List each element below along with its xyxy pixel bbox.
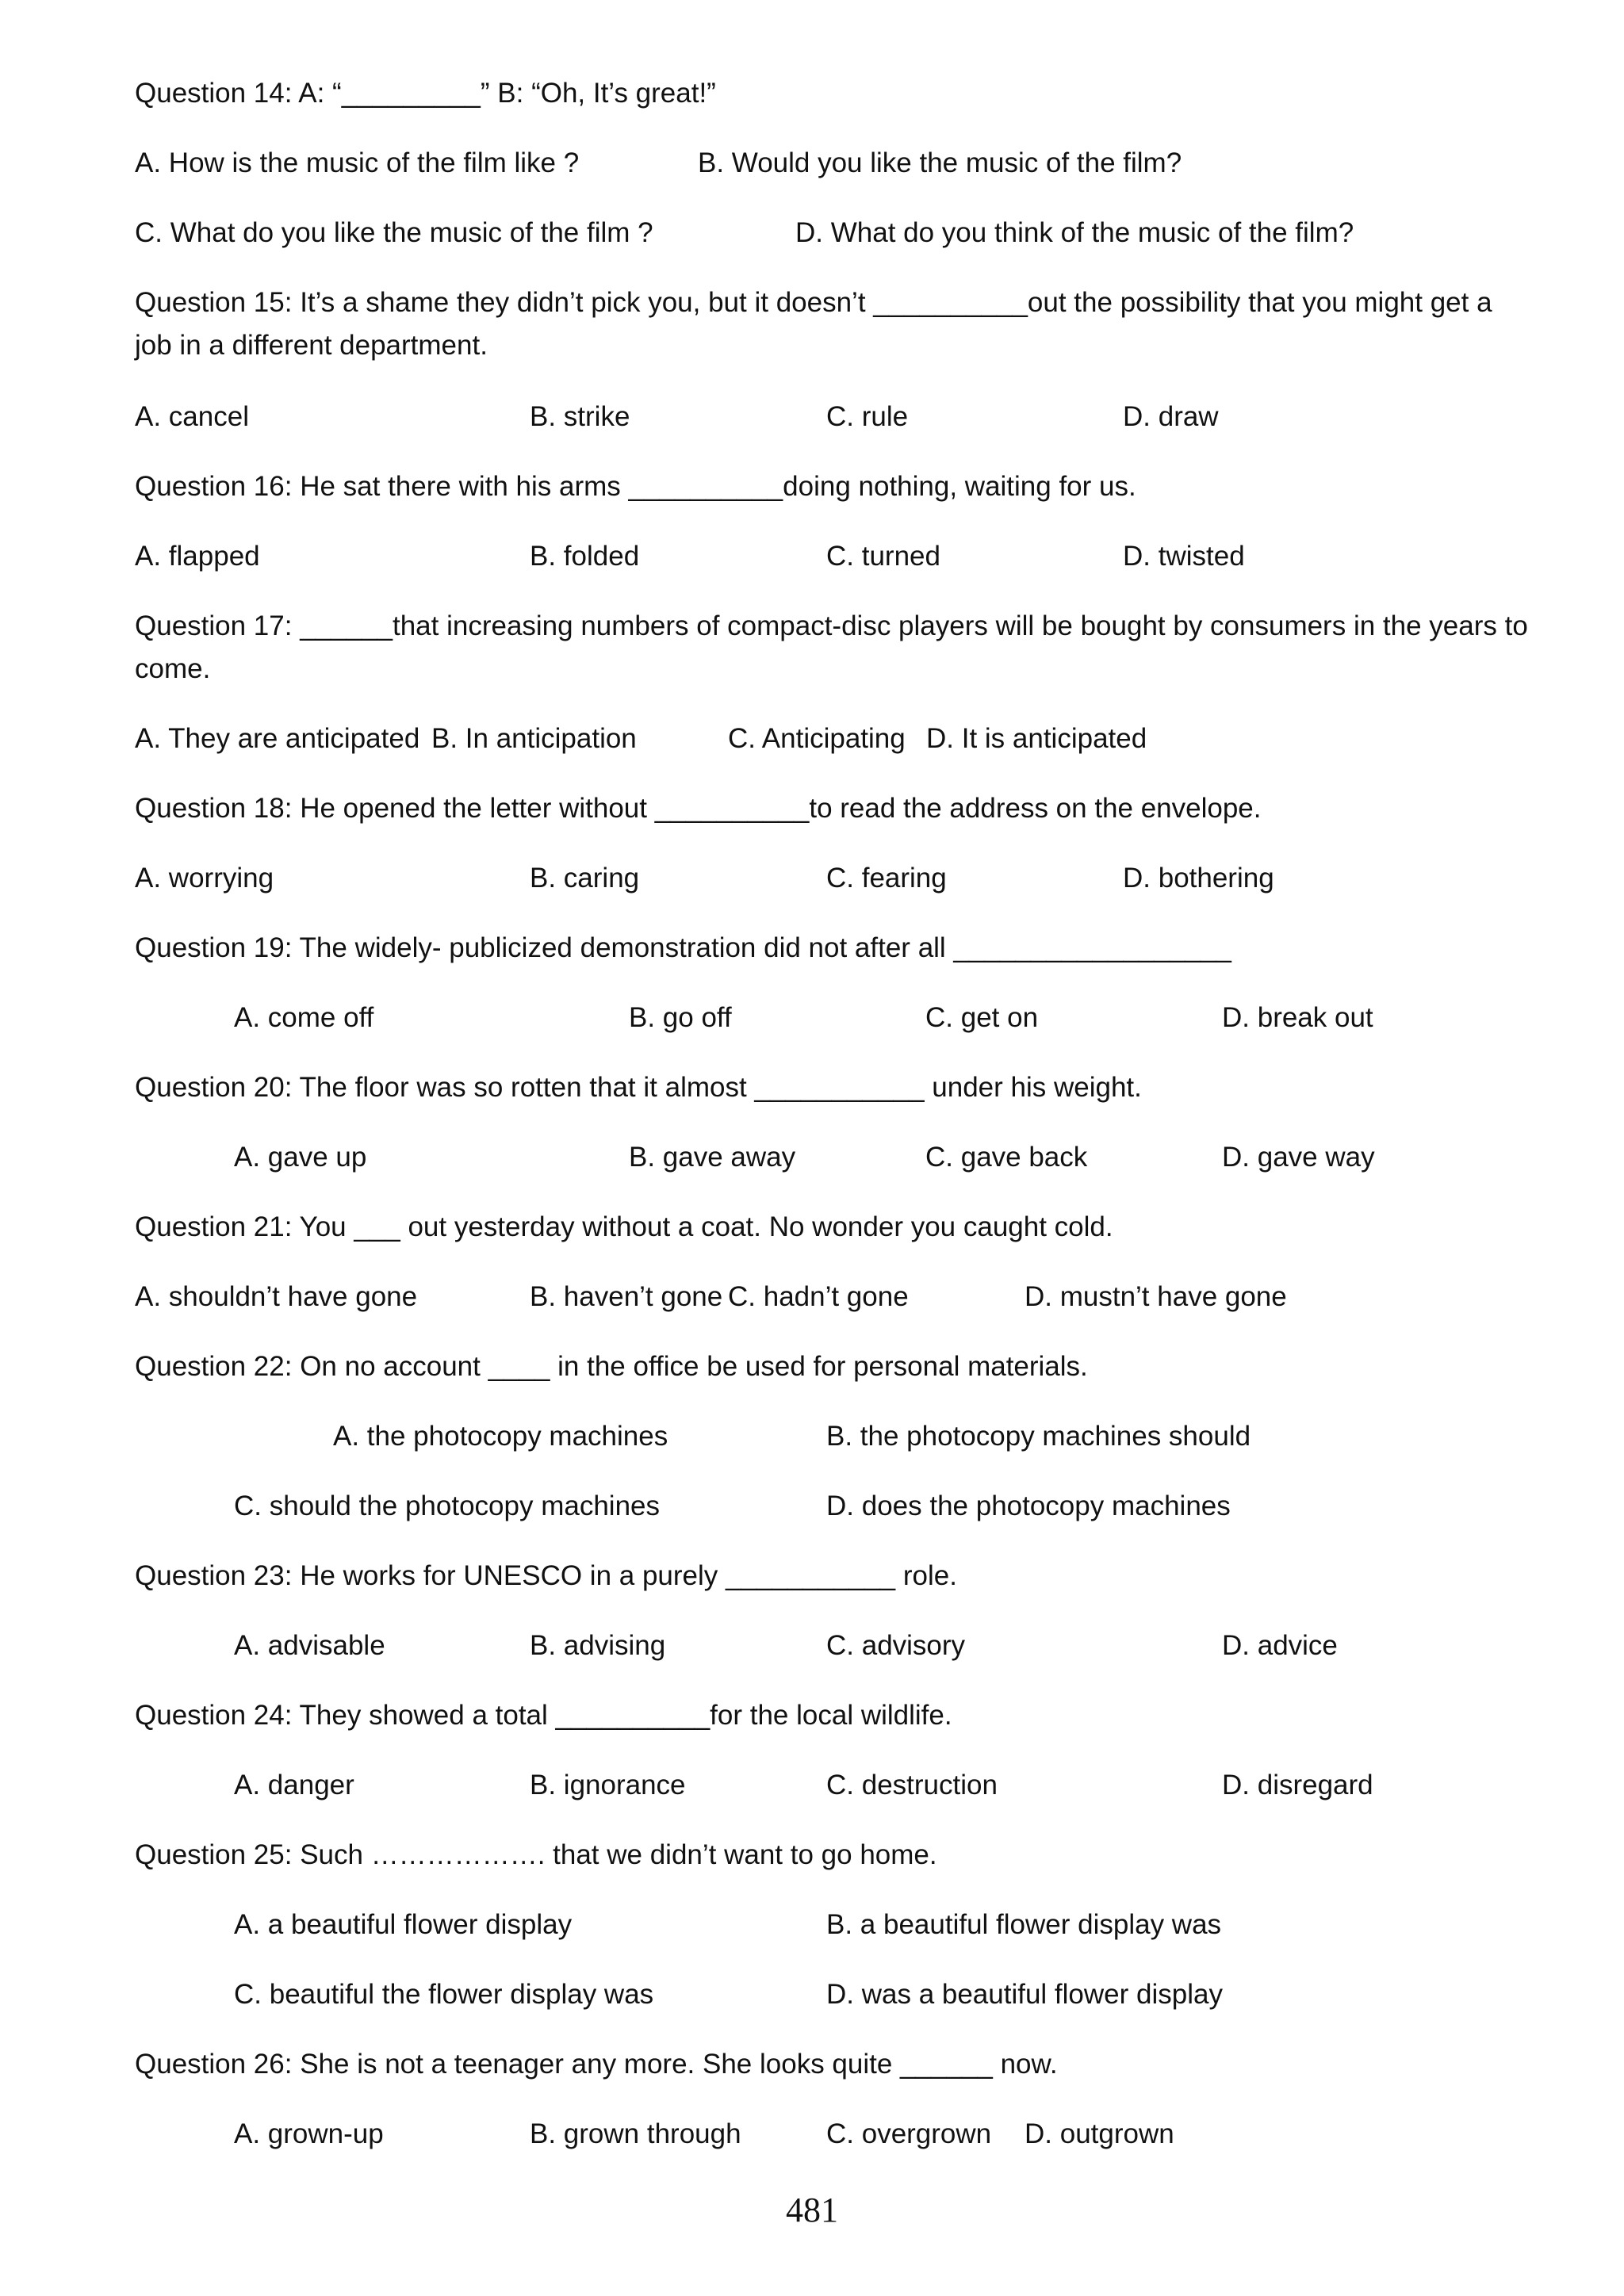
option-c: C. turned [826,541,940,572]
option-c: C. gave back [925,1142,1088,1173]
option-a: A. gave up [234,1142,367,1173]
option-c: C. should the photocopy machines [234,1490,660,1521]
option-c: C. rule [826,401,909,432]
option-b: B. strike [530,401,630,432]
option-b: B. a beautiful flower display was [826,1909,1222,1940]
option-a: A. flapped [135,541,260,572]
option-d: D. does the photocopy machines [826,1490,1231,1521]
option-a: A. grown-up [234,2118,384,2149]
option-a: A. cancel [135,401,249,432]
option-b: B. haven’t gone [530,1281,723,1312]
option-a: A. the photocopy machines [333,1421,668,1452]
option-b: B. In anticipation [431,723,637,754]
option-b: B. gave away [629,1142,796,1173]
option-d: D. mustn’t have gone [1025,1281,1287,1312]
page-number: 481 [786,2191,838,2229]
option-d: D. What do you think of the music of the film? [795,217,1354,248]
option-b: B. caring [530,863,640,894]
question-stem: Question 24: They showed a total __________for the local wildlife. [135,1700,952,1731]
option-b: B. Would you like the music of the film? [698,147,1182,178]
question-stem: Question 19: The widely- publicized demonstration did not after all __________________ [135,932,1231,963]
option-b: B. grown through [530,2118,741,2149]
option-c: C. get on [925,1002,1039,1033]
option-d: D. advice [1222,1630,1338,1661]
option-d: D. draw [1123,401,1219,432]
option-d: D. It is anticipated [926,723,1147,754]
option-a: A. come off [234,1002,374,1033]
option-b: B. advising [530,1630,666,1661]
question-stem: Question 26: She is not a teenager any more. She looks quite ______ now. [135,2049,1058,2080]
option-c: C. What do you like the music of the film ? [135,217,653,248]
option-c: C. fearing [826,863,947,894]
option-d: D. twisted [1123,541,1245,572]
option-d: D. disregard [1222,1770,1373,1800]
question-stem: Question 15: It’s a shame they didn’t pick you, but it doesn’t __________out the possibility that you might get a job in a different department. [135,287,1492,361]
option-b: B. go off [629,1002,732,1033]
option-d: D. was a beautiful flower display [826,1979,1223,2010]
option-a: A. worrying [135,863,274,894]
question-stem: Question 25: Such ………………. that we didn’t want to go home. [135,1839,937,1870]
question-stem: Question 17: ______that increasing numbers of compact-disc players will be bought by consumers in the years to come. [135,610,1528,684]
option-d: D. bothering [1123,863,1274,894]
option-a: A. They are anticipated [135,723,420,754]
question-stem: Question 21: You ___ out yesterday without a coat. No wonder you caught cold. [135,1211,1113,1242]
option-a: A. advisable [234,1630,385,1661]
option-c: C. beautiful the flower display was [234,1979,654,2010]
option-b: B. the photocopy machines should [826,1421,1251,1452]
option-a: A. How is the music of the film like ? [135,147,580,178]
option-c: C. Anticipating [728,723,906,754]
option-c: C. destruction [826,1770,998,1800]
question-stem: Question 16: He sat there with his arms __________doing nothing, waiting for us. [135,471,1136,502]
question-stem: Question 22: On no account ____ in the office be used for personal materials. [135,1351,1088,1382]
option-b: B. ignorance [530,1770,686,1800]
option-a: A. danger [234,1770,354,1800]
option-a: A. a beautiful flower display [234,1909,573,1940]
option-b: B. folded [530,541,640,572]
option-d: D. gave way [1222,1142,1375,1173]
option-a: A. shouldn’t have gone [135,1281,418,1312]
option-c: C. advisory [826,1630,966,1661]
option-c: C. hadn’t gone [728,1281,909,1312]
question-stem: Question 23: He works for UNESCO in a purely ___________ role. [135,1560,957,1591]
option-c: C. overgrown [826,2118,992,2149]
question-stem: Question 18: He opened the letter without __________to read the address on the envelope. [135,793,1262,824]
question-stem: Question 20: The floor was so rotten that it almost ___________ under his weight. [135,1072,1142,1103]
question-stem: Question 14: A: “_________” B: “Oh, It’s great!” [135,78,716,109]
option-d: D. outgrown [1025,2118,1174,2149]
option-d: D. break out [1222,1002,1373,1033]
